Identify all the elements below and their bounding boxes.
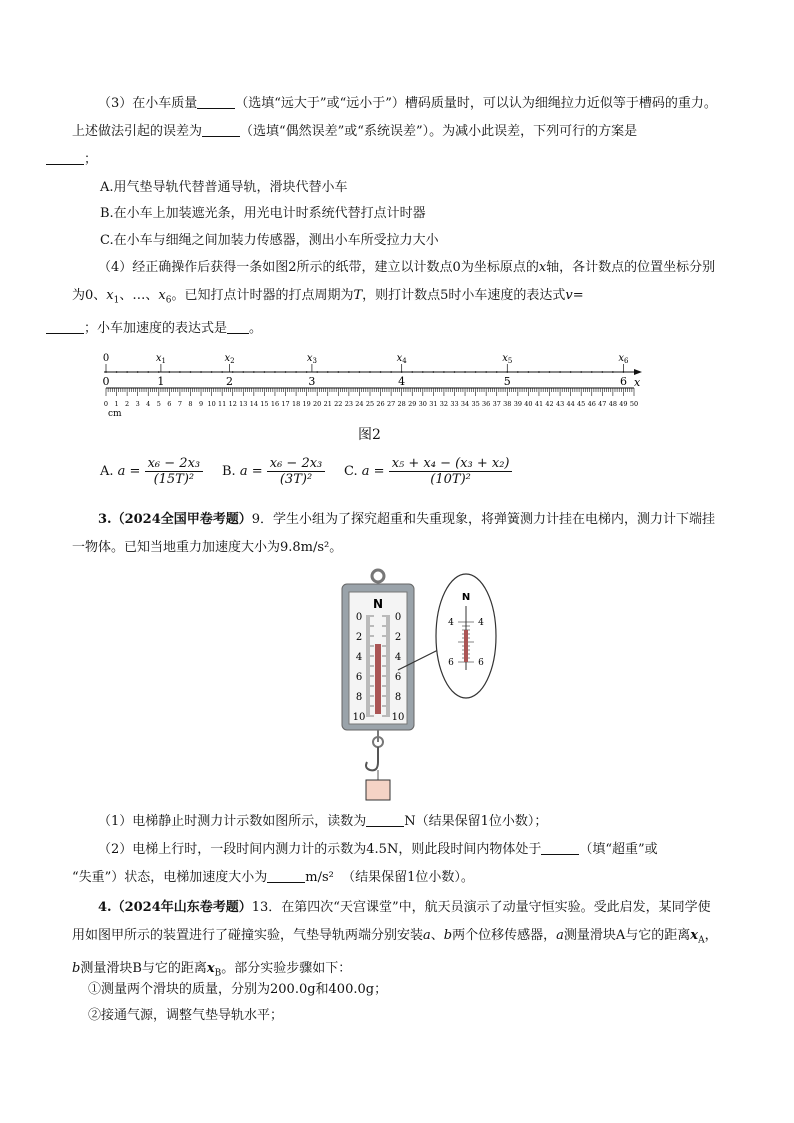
ruler-label: 12 (228, 400, 237, 408)
tape-dot (200, 371, 202, 373)
sub-text: m/s² (305, 870, 334, 885)
tape-point-label: 1 (157, 375, 165, 388)
option-a: A.用气垫导轨代替普通导轨，滑块代替小车 (100, 180, 348, 195)
ruler-label: 7 (177, 400, 182, 408)
spring-scale-figure (330, 566, 500, 806)
ruler-label: 36 (482, 400, 491, 408)
q3-text-1: （3）在小车质量 (98, 96, 198, 111)
scale-label-right: 2 (394, 632, 402, 643)
q3-text-4: ； (84, 152, 98, 167)
tape-top-label: $x_3$ (306, 353, 317, 365)
zoom-label-left: 4 (448, 618, 454, 628)
sub-text: （结果保留1位小数）。 (342, 870, 474, 885)
scale-label-right: 4 (394, 652, 402, 663)
tape-dot (147, 371, 149, 373)
ruler-labels (104, 400, 638, 408)
formula-label: B. (222, 464, 236, 479)
problem-text: 13．在第四次“天宫课堂”中，航天员演示了动量守恒实验。受此启发，某同学使用如图甲所示的装置进行了碰撞实验，气垫导轨两端分别安装 (72, 900, 711, 943)
ruler-label: 38 (503, 400, 512, 408)
tape-dot (464, 371, 466, 373)
tape-dot (496, 371, 498, 373)
formula-lhs: a = (117, 464, 141, 479)
problem-text: 测量滑块A与它的距离 (563, 928, 691, 943)
tape-dot (432, 371, 434, 373)
ruler-label: 21 (323, 400, 332, 408)
tape-dot (591, 371, 593, 373)
hook-icon (366, 747, 378, 770)
q4-text: = (572, 288, 584, 303)
tape-dot (601, 371, 603, 373)
sub-question-2-cont (72, 864, 732, 892)
ruler-label: 43 (555, 400, 565, 408)
ruler-label: 47 (598, 400, 607, 408)
ruler-label: 46 (587, 400, 596, 408)
ruler-label: 30 (418, 400, 427, 408)
q4-text: （4）经正确操作后获得一条如图2所示的纸带，建立以计数点0为坐标原点的 (98, 260, 539, 275)
ruler-label: 29 (408, 400, 417, 408)
tape-point-label: 0 (102, 375, 110, 388)
ruler-label: 32 (439, 400, 449, 408)
q4-text: 轴，各计数点的位置坐标分别为0、 (72, 260, 716, 303)
tape-dot (580, 371, 582, 373)
tape-top-label: 0 (102, 353, 110, 364)
ruler-label: 34 (460, 400, 470, 408)
ruler-label: 35 (471, 400, 480, 408)
ruler-label: 11 (218, 400, 227, 408)
scale-label-left: 8 (355, 692, 363, 703)
tape-dot (538, 371, 540, 373)
tape-dot (454, 371, 456, 373)
tape-dot (232, 371, 234, 373)
ruler-label: 5 (156, 400, 161, 408)
q4-sub: 1 (113, 295, 120, 306)
tape-top-label: $x_5$ (502, 353, 513, 365)
q4-var: v (565, 288, 573, 303)
ruler-unit: cm (108, 409, 122, 419)
tape-dot (327, 371, 329, 373)
problem-var: b (443, 928, 453, 943)
step-2: ②接通气源，调整气垫导轨水平； (88, 1008, 284, 1023)
tape-dot (549, 371, 551, 373)
zoom-unit: N (461, 592, 471, 603)
q3-paragraph (72, 90, 722, 174)
tape-dot (422, 371, 424, 373)
ruler-label: 22 (334, 400, 343, 408)
ruler-label: 50 (629, 400, 639, 408)
scale-label-left: 4 (355, 652, 363, 663)
formula-lhs: a = (361, 464, 385, 479)
tape-dot (485, 371, 487, 373)
q4-text: 。已知打点计时器的打点周期为 (171, 288, 354, 303)
ruler-label: 8 (188, 400, 193, 408)
tape-top-labels (103, 353, 629, 365)
ruler-label: 27 (386, 400, 396, 408)
scale-label-right: 10 (391, 712, 405, 723)
problem-sub: A (698, 935, 705, 946)
tape-dot (411, 371, 413, 373)
ruler-label: 49 (619, 400, 628, 408)
q4-var: x (538, 260, 547, 275)
problem-var: a (556, 928, 564, 943)
answer-blank[interactable] (46, 150, 84, 165)
tape-point-label: 3 (308, 375, 316, 388)
tape-dot (179, 371, 181, 373)
formula-label: A. (100, 464, 114, 479)
zoom-label-right: 4 (478, 618, 484, 628)
tape-dot (158, 371, 160, 373)
ruler-label: 3 (135, 400, 140, 408)
tape-dot (211, 371, 213, 373)
ruler-label: 14 (249, 400, 258, 408)
ruler-label: 17 (281, 400, 290, 408)
tape-dot (221, 371, 223, 373)
axis-arrow-icon (634, 369, 642, 375)
option-b: B.在小车上加装遮光条，用光电计时系统代替打点计时器 (100, 206, 426, 221)
tape-top-label: $x_6$ (618, 353, 629, 365)
ruler-label: 42 (545, 400, 554, 408)
problem-text: 两个位移传感器， (452, 928, 557, 943)
scale-label-right: 0 (394, 612, 402, 623)
formula-a (100, 456, 203, 487)
sub-text: （1）电梯静止时测力计示数如图所示，读数为 (98, 814, 367, 829)
ruler-label: 33 (450, 400, 459, 408)
scale-label-left: 10 (352, 712, 366, 723)
q4-text: 、…、 (119, 288, 159, 303)
tape-dot (443, 371, 445, 373)
ruler-label: 24 (355, 400, 364, 408)
ruler-label: 16 (270, 400, 280, 408)
sub-question-1 (98, 808, 758, 836)
formula-c (344, 456, 512, 487)
tape-axis-label: x (634, 376, 641, 389)
scale-unit: N (372, 597, 384, 611)
problem-text: ， (704, 928, 718, 943)
tape-dot (559, 371, 561, 373)
zoom-indicator (464, 630, 468, 662)
problem-text: 测量滑块B与它的距离 (80, 960, 207, 976)
tape-dot (274, 371, 276, 373)
ruler-label: 18 (291, 400, 301, 408)
numerator: x₆ − 2x₃ (267, 456, 326, 472)
tape-point-label: 6 (619, 375, 627, 388)
sub-text: “失重”）状态，电梯加速度大小为 (72, 870, 268, 885)
sub-question-2 (98, 836, 758, 864)
denominator: (15T)² (153, 472, 195, 487)
scale-label-left: 2 (355, 632, 363, 643)
tape-dot (285, 371, 287, 373)
q4-var: T (353, 288, 363, 303)
tape-dot (528, 371, 530, 373)
ruler-label: 9 (198, 400, 204, 408)
ruler-label: 10 (207, 400, 216, 408)
problem-text: 、 (430, 928, 444, 943)
sub-text: （填“超重”或 (579, 842, 658, 857)
ruler-label: 6 (167, 400, 172, 408)
ruler-label: 19 (302, 400, 311, 408)
zoom-label-right: 6 (478, 658, 484, 668)
q4-text: 。 (249, 320, 263, 336)
ruler-label: 2 (125, 400, 130, 408)
denominator: (3T)² (279, 472, 313, 487)
answer-blank[interactable] (227, 319, 249, 334)
answer-blank[interactable] (267, 868, 305, 883)
zoom-label-left: 6 (448, 658, 454, 668)
fraction (389, 456, 513, 487)
ruler-label: 1 (114, 400, 119, 408)
sub-text: （2）电梯上行时，一段时间内测力计的示数为4.5N，则此段时间内物体处于 (98, 842, 542, 857)
tape-top-label: $x_4$ (396, 353, 407, 365)
q3-text-2: （选填“远大于”或“远小于”）槽码质量时，可以认为细绳拉力近似等于槽码的重力。上述做法引起的误差为 (72, 96, 717, 139)
tape-dot (380, 371, 382, 373)
q4-sub: 6 (165, 295, 172, 306)
ruler-ticks (106, 388, 634, 396)
tape-dot (264, 371, 266, 373)
q3-text-3: （选填“偶然误差”或“系统误差”）。为减小此误差，下列可行的方案是 (240, 124, 638, 139)
ruler-label: 26 (376, 400, 385, 408)
problem-text: 。部分实验步骤如下： (221, 960, 352, 976)
fraction (145, 456, 204, 487)
ruler-label: 44 (566, 400, 575, 408)
fraction (267, 456, 326, 487)
formula-lhs: a = (239, 464, 263, 479)
formula-b (222, 456, 325, 487)
ruler-label: 45 (577, 400, 586, 408)
ruler-label: 20 (313, 400, 322, 408)
problem-number: 3. (98, 512, 112, 527)
tape-dot (475, 371, 477, 373)
hook-ring-icon (372, 570, 384, 582)
tape-top-label: $x_2$ (224, 353, 235, 365)
ruler-label: 0 (103, 400, 109, 408)
scale-label-right: 8 (394, 692, 402, 703)
tape-point-label: 4 (398, 375, 406, 388)
tape-figure (96, 350, 656, 422)
numerator: x₅ + x₄ − (x₃ + x₂) (389, 456, 513, 472)
numerator: x₆ − 2x₃ (145, 456, 204, 472)
ruler-label: 23 (344, 400, 354, 408)
problem-source: （2024年山东卷考题） (111, 900, 252, 915)
tape-dot (253, 371, 255, 373)
q4-text: ，则打计数点5时小车速度的表达式 (362, 288, 566, 303)
tape-dot (390, 371, 392, 373)
tape-dot (168, 371, 170, 373)
weight-block (366, 780, 390, 800)
ruler-label: 37 (492, 400, 501, 408)
scale-label-left: 6 (355, 672, 363, 683)
tape-point-label: 5 (503, 375, 511, 388)
q4-var: x (106, 288, 114, 303)
ruler-label: 4 (146, 400, 151, 408)
answer-blank[interactable] (541, 840, 579, 855)
tape-dot (359, 371, 361, 373)
ruler-label: 41 (534, 400, 544, 408)
answer-blank[interactable] (46, 319, 84, 334)
ruler-label: 28 (397, 400, 406, 408)
answer-blank[interactable] (366, 812, 404, 827)
tape-dot (369, 371, 371, 373)
ruler-label: 31 (429, 400, 438, 408)
tape-top-label: $x_1$ (155, 353, 166, 365)
q4-paragraph (72, 254, 722, 343)
problem-var: x (206, 960, 215, 976)
formula-label: C. (344, 464, 358, 479)
tape-dot (242, 371, 244, 373)
option-c: C.在小车与细绳之间加装力传感器，测出小车所受拉力大小 (100, 233, 439, 248)
tape-point-label: 2 (226, 375, 234, 388)
tape-dot (348, 371, 350, 373)
tape-dot (337, 371, 339, 373)
ruler-label: 13 (239, 400, 248, 408)
answer-blank[interactable] (197, 94, 235, 109)
tape-dot (316, 371, 318, 373)
tape-dot (570, 371, 572, 373)
tape-dot (517, 371, 519, 373)
q4-text: ；小车加速度的表达式是 (84, 320, 228, 336)
tape-dot (137, 371, 139, 373)
problem-number: 4. (98, 900, 112, 915)
problem-source: （2024全国甲卷考题） (111, 512, 252, 527)
problem-var: a (423, 928, 431, 943)
tape-dot (116, 371, 118, 373)
ruler-label: 48 (608, 400, 618, 408)
tape-dot (306, 371, 308, 373)
problem-3 (72, 506, 722, 562)
ruler-label: 40 (524, 400, 533, 408)
tape-point-labels (103, 375, 627, 388)
scale-label-left: 0 (355, 612, 363, 623)
ruler-label: 25 (365, 400, 375, 408)
problem-sub: B (214, 968, 222, 979)
answer-blank[interactable] (202, 122, 240, 137)
tape-dot (126, 371, 128, 373)
problem-var: x (690, 928, 699, 943)
problem-text: 9．学生小组为了探究超重和失重现象，将弹簧测力计挂在电梯内，测力计下端挂一物体。已知当地重力加速度大小为9.8m/s²。 (72, 512, 716, 555)
step-1: ①测量两个滑块的质量，分别为200.0g和400.0g； (88, 982, 388, 997)
tape-dot (612, 371, 614, 373)
problem-4 (72, 894, 722, 987)
ruler-label: 15 (260, 400, 269, 408)
q4-var: x (158, 288, 166, 303)
tape-dot (295, 371, 297, 373)
sub-text: N（结果保留1位小数）； (404, 814, 548, 829)
tape-dot (190, 371, 192, 373)
spring-indicator (375, 644, 381, 714)
problem-var: b (72, 960, 81, 976)
scale-label-right: 6 (394, 672, 402, 683)
ruler-label: 39 (513, 400, 522, 408)
denominator: (10T)² (430, 472, 471, 487)
figure-caption: 图2 (358, 427, 381, 443)
